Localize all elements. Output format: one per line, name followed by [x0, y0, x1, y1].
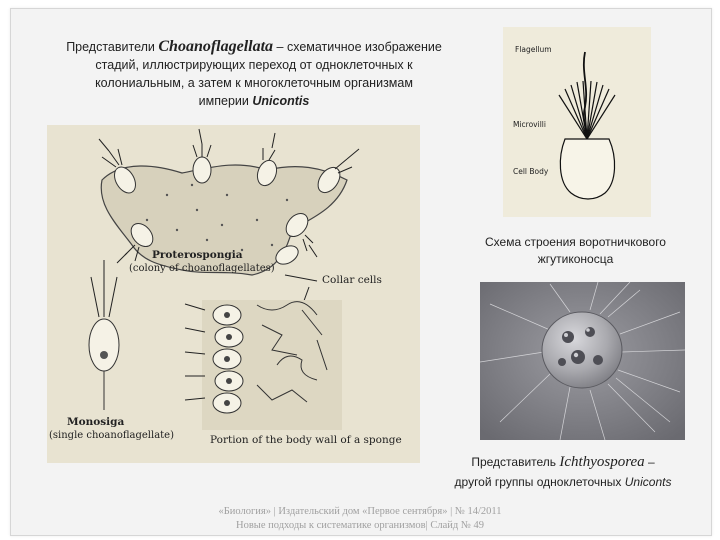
collar-cell-caption: [448, 234, 703, 268]
ichthyosporea-photo: [480, 282, 685, 440]
title-line-2: стадий, иллюстрирующих переход от одноклеточных к: [95, 58, 413, 72]
cell-caption-line-2: жгутиконосца: [537, 252, 614, 266]
slide-title: [28, 38, 480, 110]
ichthyosporea-drawing: [480, 282, 685, 440]
title-line-3: колониальным, а затем к многоклеточным организмам: [95, 76, 413, 90]
monosiga-cell: [89, 260, 119, 410]
cell-body-shape: [560, 139, 614, 199]
photo-caption-dash: –: [644, 455, 655, 469]
photo-caption-prefix: Представитель: [471, 455, 560, 469]
collar-cells-label: Collar cells: [322, 274, 382, 286]
title-taxon: Choanoflagellata: [158, 38, 274, 55]
photo-caption-line-2: [418, 472, 708, 492]
title-line1-rest: – схематичное изображение: [273, 40, 442, 54]
cellbody-label: Cell Body: [513, 167, 549, 176]
proterospongia-label: Proterospongia: [152, 249, 243, 261]
title-line-1: [28, 38, 480, 56]
sponge-colony-drawing: [47, 125, 420, 463]
photo-caption-taxon: Ichthyosporea: [559, 454, 645, 470]
microvilli-label: Microvilli: [513, 120, 546, 129]
flagellum-label: Flagellum: [515, 45, 552, 54]
sponge-wall-label: Portion of the body wall of a sponge: [210, 434, 402, 446]
photo-caption-line-1: [418, 452, 708, 472]
ichthyosporea-cell-body: [542, 312, 622, 388]
colony-cell: [193, 157, 211, 183]
title-line4-taxon: Unicontis: [252, 94, 310, 108]
slide-footer: [150, 505, 570, 533]
title-line4-prefix: империи: [198, 94, 253, 108]
photo-caption-line2-taxon: Uniconts: [624, 475, 672, 489]
collar-cell-diagram: [503, 27, 651, 217]
microvilli-lines: [559, 81, 615, 139]
proterospongia-sublabel: (colony of choanoflagellates): [129, 263, 275, 274]
title-line-4: [28, 92, 480, 110]
ichthyosporea-caption: [418, 452, 708, 492]
photo-caption-line2-prefix: другой группы одноклеточных: [454, 475, 625, 489]
sponge-colony-figure: [47, 125, 420, 463]
monosiga-sublabel: (single choanoflagellate): [49, 430, 174, 441]
collar-cell-drawing: [503, 27, 651, 217]
cell-caption-line-1: Схема строения воротничкового: [485, 235, 666, 249]
footer-line-1: «Биология» | Издательский дом «Первое сентября» | № 14/2011: [218, 506, 502, 517]
footer-line-2: Новые подходы к систематике организмов| Слайд № 49: [236, 520, 484, 531]
sponge-wall: [185, 300, 342, 430]
title-prefix: Представители: [66, 40, 159, 54]
monosiga-label: Monosiga: [67, 416, 125, 428]
